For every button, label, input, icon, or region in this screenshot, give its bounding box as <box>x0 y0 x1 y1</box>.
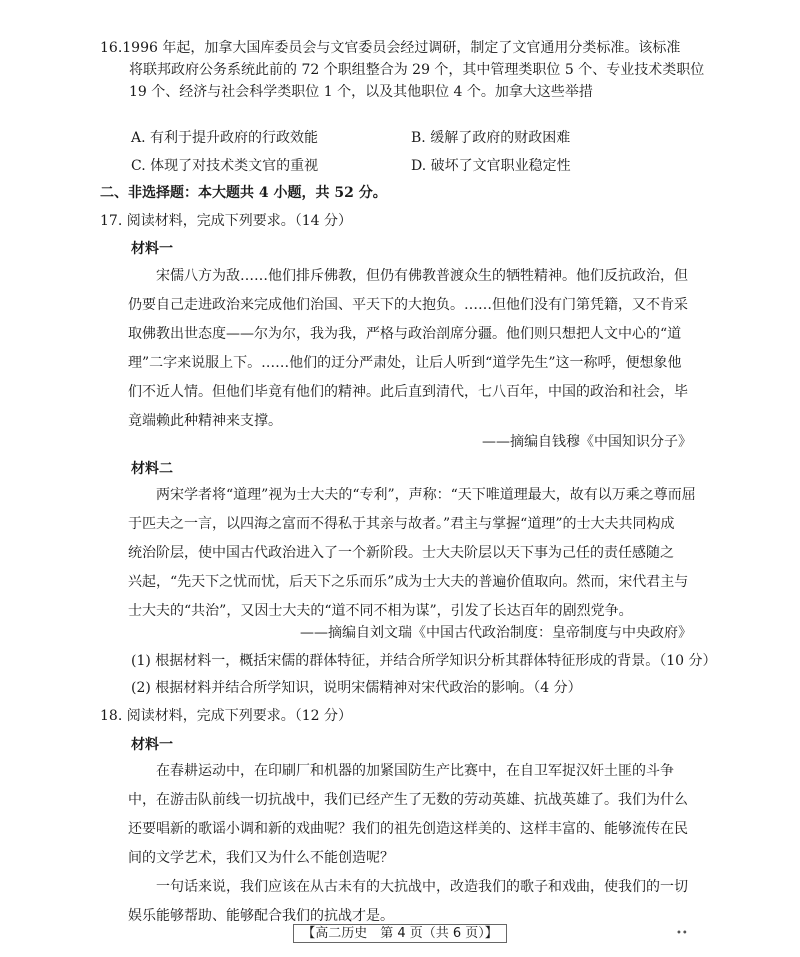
q16-line-1: 16.1996 年起，加拿大国库委员会与文官委员会经过调研，制定了文官通用分类标准。该标准 <box>100 40 681 56</box>
q17-material-1-label: 材料一 <box>131 241 173 257</box>
q16-line-3: 19 个、经济与社会科学类职位 1 个，以及其他职位 4 个。加拿大这些举措 <box>129 84 593 100</box>
q17-m2-line-2: 于匹夫之一言，以四海之富而不得私于其亲与故者。”君主与掌握“道理”的士大夫共同构成 <box>128 516 675 532</box>
q18-m1-line-6: 娱乐能够帮助、能够配合我们的抗战才是。 <box>128 908 394 924</box>
q17-subquestion-1: (1) 根据材料一，概括宋儒的群体特征，并结合所学知识分析其群体特征形成的背景。（10 分） <box>131 653 717 669</box>
q17-material-1-source: ——摘编自钱穆《中国知识分子》 <box>482 434 692 450</box>
question-17-heading: 17. 阅读材料，完成下列要求。（14 分） <box>100 213 352 229</box>
question-16-options <box>131 123 691 179</box>
option-a: A. 有利于提升政府的行政效能 <box>131 130 319 146</box>
q17-material-2-label: 材料二 <box>131 461 173 477</box>
q17-m1-line-2: 仍要自己走进政治来完成他们治国、平天下的大抱负。……但他们没有门第凭籍，又不肯采 <box>128 297 688 313</box>
question-16-stem <box>100 37 705 103</box>
q17-m1-line-5: 们不近人情。但他们毕竟有他们的精神。此后直到清代，七八百年，中国的政治和社会，毕 <box>128 384 688 400</box>
q16-line-2: 将联邦政府公务系统此前的 72 个职组整合为 29 个，其中管理类职位 5 个、专业技术类职位 <box>129 62 705 78</box>
option-d: D. 破坏了文官职业稳定性 <box>411 158 571 174</box>
q17-m1-line-1: 宋儒八方为敌……他们排斥佛教，但仍有佛教普渡众生的牺牲精神。他们反抗政治，但 <box>156 268 688 284</box>
q18-m1-line-2: 中，在游击队前线一切抗战中，我们已经产生了无数的劳动英雄、抗战英雄了。我们为什么 <box>128 792 688 808</box>
corner-mark: •• <box>676 928 688 939</box>
options-row-2 <box>131 151 691 179</box>
q18-m1-line-4: 间的文学艺术，我们又为什么不能创造呢？ <box>128 850 394 866</box>
q17-m2-line-3: 统治阶层，使中国古代政治进入了一个新阶段。士大夫阶层以天下事为己任的责任感随之 <box>128 545 674 561</box>
q17-material-2-text <box>128 481 696 626</box>
q18-material-1-text <box>128 757 693 931</box>
q17-m1-line-4: 理”二字来说服上下。……他们的迂分严肃处，让后人听到“道学先生”这一称呼，便想象他 <box>128 355 682 371</box>
q17-m2-line-1: 两宋学者将“道理”视为士大夫的“专利”，声称：“天下唯道理最大，故有以万乘之尊而屈 <box>156 487 696 503</box>
q18-m1-line-5: 一句话来说，我们应该在从古未有的大抗战中，改造我们的歌子和戏曲，使我们的一切 <box>156 879 688 895</box>
q17-subquestion-2: (2) 根据材料并结合所学知识，说明宋儒精神对宋代政治的影响。（4 分） <box>131 680 582 696</box>
options-row-1 <box>131 123 691 151</box>
page-number-label: 【高二历史 第 4 页（共 6 页）】 <box>293 924 507 943</box>
q18-m1-line-1: 在春耕运动中，在印刷厂和机器的加紧国防生产比赛中，在自卫军捉汉奸土匪的斗争 <box>156 763 674 779</box>
q17-m1-line-3: 取佛教出世态度——尔为尔，我为我，严格与政治剖席分疆。他们则只想把人文中心的“道 <box>128 326 682 342</box>
option-b: B. 缓解了政府的财政困难 <box>411 130 571 146</box>
q18-m1-line-3: 还要唱新的歌谣小调和新的戏曲呢？我们的祖先创造这样美的、这样丰富的、能够流传在民 <box>128 821 688 837</box>
q18-material-1-label: 材料一 <box>131 737 173 753</box>
section-2-title: 二、非选择题：本大题共 4 小题，共 52 分。 <box>100 185 387 201</box>
q17-m1-line-6: 竟端赖此种精神来支撑。 <box>128 413 282 429</box>
q17-m2-line-4: 兴起，“先天下之忧而忧，后天下之乐而乐”成为士大夫的普遍价值取向。然而，宋代君主与 <box>128 574 689 590</box>
q17-m2-line-5: 士大夫的“共治”，又因士大夫的“道不同不相为谋”，引发了长达百年的剧烈党争。 <box>128 603 633 619</box>
q17-material-2-source: ——摘编自刘文瑞《中国古代政治制度：皇帝制度与中央政府》 <box>300 625 692 641</box>
q17-material-1-text <box>128 262 693 436</box>
option-c: C. 体现了对技术类文官的重视 <box>131 158 319 174</box>
question-18-heading: 18. 阅读材料，完成下列要求。（12 分） <box>100 708 352 724</box>
